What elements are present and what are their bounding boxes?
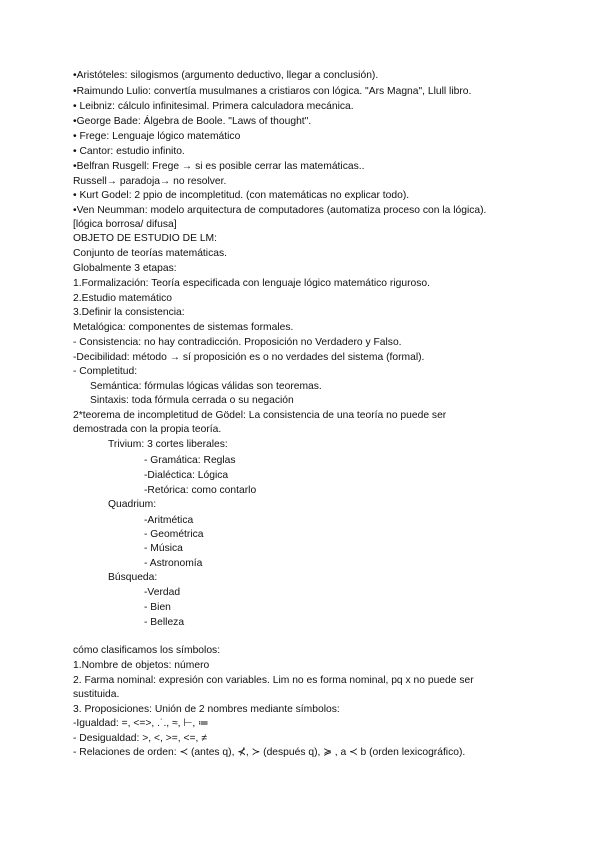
list-item: - Geométrica: [144, 529, 204, 540]
text-line: • Frege: Lenguaje lógico matemático: [73, 131, 241, 142]
text-line: •George Bade: Álgebra de Boole. "Laws of thought".: [73, 116, 312, 127]
text-line: -Decibilidad: método → sí proposición es o no verdades del sistema (formal).: [73, 352, 425, 363]
text-line: Conjunto de teorías matemáticas.: [73, 248, 227, 259]
text-line: - Consistencia: no hay contradicción. Proposición no Verdadero y Falso.: [73, 337, 402, 348]
list-item: - Gramática: Reglas: [144, 455, 236, 466]
section-heading: OBJETO DE ESTUDIO DE LM:: [73, 233, 217, 244]
list-item: -Verdad: [144, 587, 181, 598]
text-line: 2.Estudio matemático: [73, 293, 173, 304]
list-item: -Dialéctica: Lógica: [144, 470, 229, 481]
text-line: - Completitud:: [73, 366, 138, 377]
list-item: - Astronomía: [144, 558, 203, 569]
text-line: •Raimundo Lulio: convertía musulmanes a cristiaros con lógica. "Ars Magna", Llull libro.: [73, 86, 472, 97]
text-line: 2. Farma nominal: expresión con variables. Lim no es forma nominal, pq x no puede ser: [73, 675, 474, 686]
text-line: Semántica: fórmulas lógicas válidas son teoremas.: [90, 381, 322, 392]
text-line: Búsqueda:: [108, 572, 158, 583]
text-line: 3. Proposiciones: Unión de 2 nombres mediante símbolos:: [73, 704, 340, 715]
text-line: • Cantor: estudio infinito.: [73, 146, 185, 157]
text-line: • Kurt Godel: 2 ppio de incompletitud. (con matemáticas no explicar todo).: [73, 190, 410, 201]
text-line: Globalmente 3 etapas:: [73, 263, 177, 274]
list-item: -Aritmética: [144, 515, 194, 526]
text-line: 1.Formalización: Teoría especificada con lenguaje lógico matemático riguroso.: [73, 278, 430, 289]
text-line: - Desigualdad: >, <, >=, <=, ≠: [73, 733, 207, 744]
text-line: Metalógica: componentes de sistemas formales.: [73, 322, 294, 333]
list-item: - Música: [144, 543, 183, 554]
text-line: •Belfran Rusgell: Frege → si es posible cerrar las matemáticas..: [73, 161, 365, 172]
text-line: sustituida.: [73, 689, 120, 700]
list-item: - Bien: [144, 602, 171, 613]
text-line: Sintaxis: toda fórmula cerrada o su negación: [90, 395, 294, 406]
text-line: 1.Nombre de objetos: número: [73, 660, 210, 671]
text-line: -Igualdad: =, <=>, .˙., ≈, ⊢, ≔: [73, 718, 209, 729]
text-line: •Aristóteles: silogismos (argumento deductivo, llegar a conclusión).: [73, 70, 379, 81]
text-line: demostrada con la propia teoría.: [73, 424, 222, 435]
list-item: - Belleza: [144, 617, 185, 628]
text-line: cómo clasificamos los símbolos:: [73, 645, 221, 656]
text-line: •Ven Neumman: modelo arquitectura de computadores (automatiza proceso con la lógica).: [73, 205, 487, 216]
text-line: [lógica borrosa/ difusa]: [73, 219, 177, 230]
text-line: 3.Definir la consistencia:: [73, 307, 185, 318]
text-line: • Leibniz: cálculo infinitesimal. Primera calculadora mecánica.: [73, 101, 354, 112]
text-line: - Relaciones de orden: ≺ (antes q), ⊀, ≻ (después q), ≽ , a ≺ b (orden lexicográfico).: [73, 747, 466, 758]
text-line: Trivium: 3 cortes liberales:: [108, 439, 228, 450]
text-line: Quadrium:: [108, 499, 157, 510]
list-item: -Retórica: como contarlo: [144, 485, 257, 496]
text-line: Russell→ paradoja→ no resolver.: [73, 176, 227, 187]
text-line: 2*teorema de incompletitud de Gödel: La consistencia de una teoría no puede ser: [73, 410, 447, 421]
